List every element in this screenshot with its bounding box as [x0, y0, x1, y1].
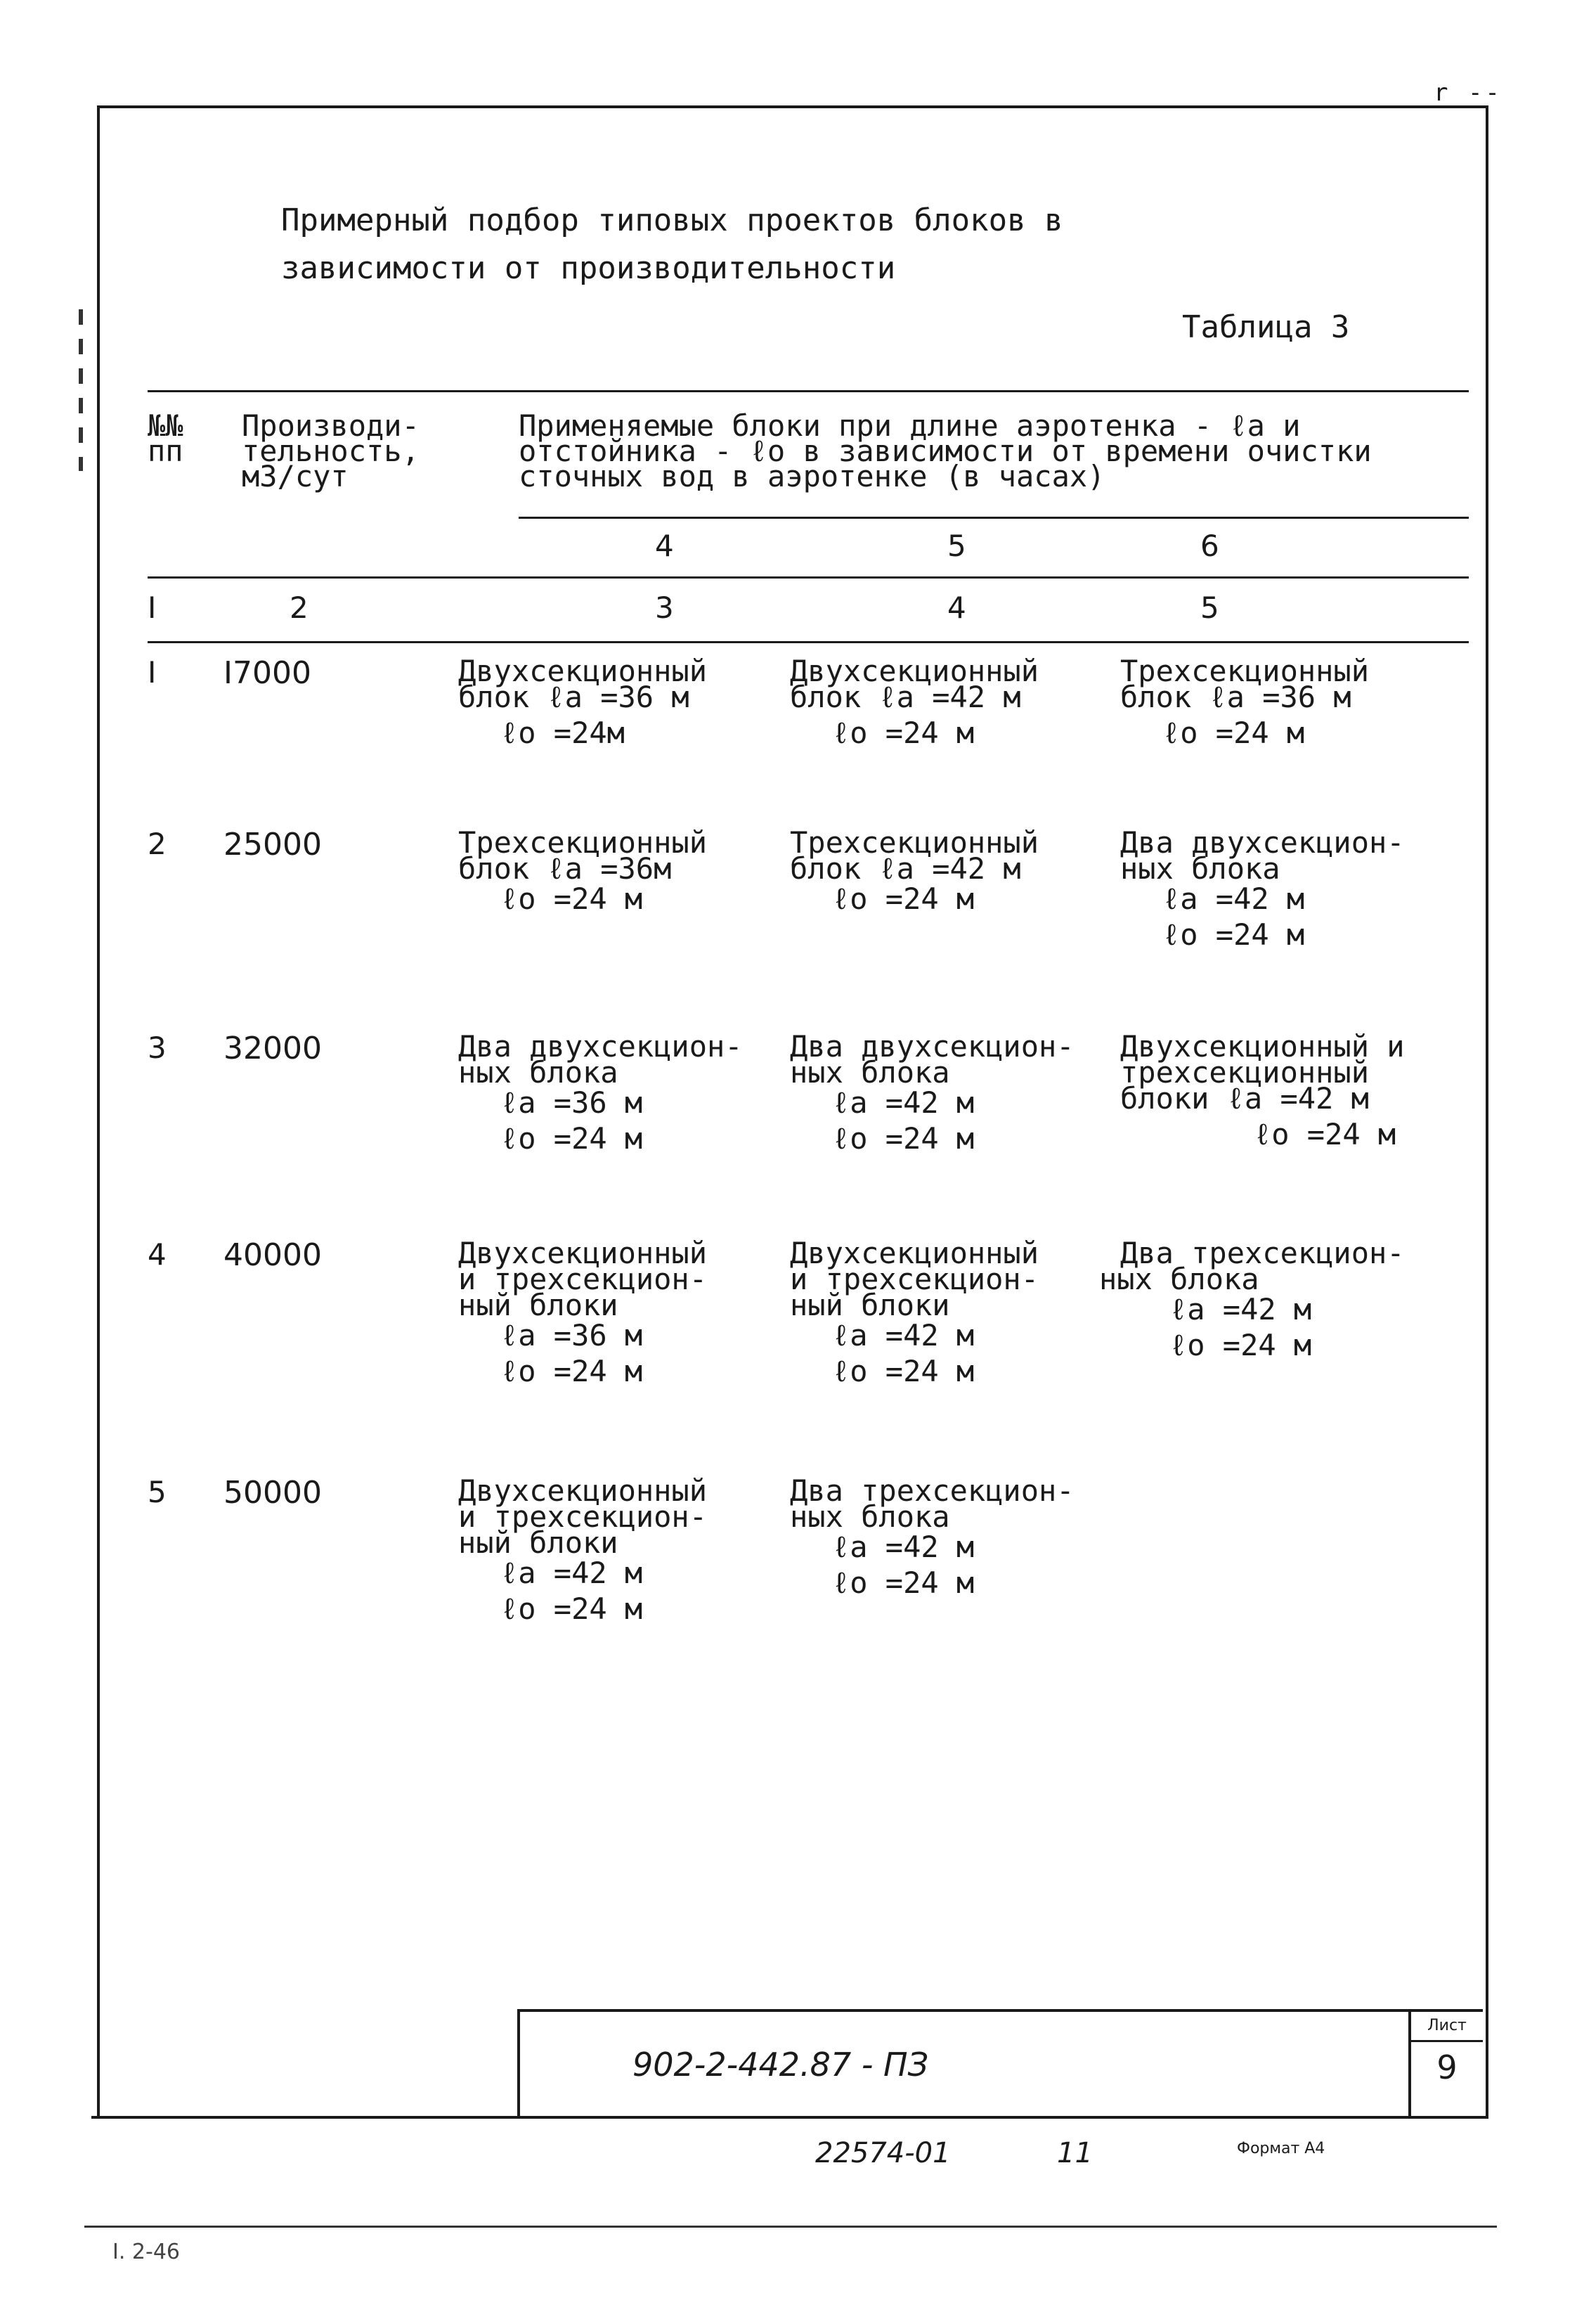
- row-2-cell-6h: Два двухсекцион- ных блока ℓа =42 м ℓо =24 м: [1120, 825, 1405, 952]
- project-code: 902-2-442.87 - ПЗ: [632, 2046, 929, 2084]
- table-top-rule: [148, 390, 1469, 392]
- row-1-capacity: I7000: [223, 655, 311, 691]
- inventory-number: 22574-01: [815, 2137, 951, 2169]
- row-5-number: 5: [148, 1475, 167, 1509]
- row-3-cell-6h: Двухсекционный и трехсекционный блоки ℓа =42 м ℓо =24 м: [1120, 1029, 1405, 1151]
- colnum-4: 4: [947, 590, 966, 625]
- row-5-cell-4h: Двухсекционный и трехсекцион- ный блоки ℓа =42 м ℓо =24 м: [458, 1473, 708, 1626]
- row-3-number: 3: [148, 1031, 167, 1065]
- row-1-number: I: [148, 655, 157, 690]
- sheet-number: 9: [1436, 2048, 1458, 2086]
- document-title: [281, 197, 1063, 292]
- sheet-label: Лист: [1411, 2012, 1483, 2042]
- title-line-2: зависимости от производительности: [281, 250, 896, 286]
- footnote: I. 2-46: [112, 2240, 181, 2264]
- row-1-cell-5h: Двухсекционный блок ℓа =42 м ℓо =24 м: [790, 654, 1039, 750]
- footer-rule: [84, 2226, 1497, 2228]
- format-label: Формат А4: [1237, 2140, 1325, 2157]
- copy-number: 11: [1057, 2137, 1093, 2169]
- header-col-capacity: Производи- тельность, м3/сут: [242, 408, 420, 493]
- row-5-cell-5h: Два трехсекцион- ных блока ℓа =42 м ℓо =24 м: [790, 1473, 1075, 1600]
- row-3-cell-5h: Два двухсекцион- ных блока ℓа =42 м ℓо =24 м: [790, 1029, 1075, 1156]
- hours-6: 6: [1200, 529, 1219, 563]
- title-block: [517, 2009, 1411, 2117]
- hours-4: 4: [655, 529, 674, 563]
- colnum-2: 2: [290, 590, 309, 625]
- colnum-5: 5: [1200, 590, 1219, 625]
- row-4-cell-6h: Два трехсекцион- ных блока ℓа =42 м ℓо =24 м: [1099, 1236, 1405, 1362]
- row-2-number: 2: [148, 827, 167, 861]
- row-3-capacity: 32000: [223, 1031, 322, 1066]
- row-2-cell-5h: Трехсекционный блок ℓа =42 м ℓо =24 м: [790, 825, 1039, 916]
- row-4-number: 4: [148, 1237, 167, 1272]
- row-4-capacity: 40000: [223, 1237, 322, 1273]
- table-label: Таблица 3: [1182, 309, 1350, 345]
- sheet-box: [1408, 2009, 1483, 2117]
- row-4-cell-4h: Двухсекционный и трехсекцион- ный блоки ℓа =36 м ℓо =24 м: [458, 1236, 708, 1388]
- hours-rule: [519, 517, 1469, 519]
- header-col-no: №№ пп: [148, 408, 183, 468]
- title-line-1: Примерный подбор типовых проектов блоков в: [281, 202, 1063, 238]
- row-5-capacity: 50000: [223, 1475, 322, 1511]
- row-3-cell-4h: Два двухсекцион- ных блока ℓа =36 м ℓо =24 м: [458, 1029, 743, 1156]
- row-2-capacity: 25000: [223, 827, 322, 863]
- hours-5: 5: [947, 529, 966, 563]
- colnum-bottom-rule: [148, 641, 1469, 643]
- colnum-1: I: [148, 590, 157, 625]
- corner-mark: r --: [1434, 79, 1503, 107]
- header-bottom-rule: [148, 576, 1469, 579]
- row-4-cell-5h: Двухсекционный и трехсекцион- ный блоки ℓа =42 м ℓо =24 м: [790, 1236, 1039, 1388]
- colnum-3: 3: [655, 590, 674, 625]
- header-col-blocks: Применяемые блоки при длине аэротенка - ℓа и отстойника - ℓо в зависимости от времени очистки сточных вод в аэротенке (в часах): [519, 408, 1372, 493]
- binding-dashes: [79, 309, 83, 471]
- row-1-cell-6h: Трехсекционный блок ℓа =36 м ℓо =24 м: [1120, 654, 1370, 750]
- row-1-cell-4h: Двухсекционный блок ℓа =36 м ℓо =24м: [458, 654, 708, 750]
- row-2-cell-4h: Трехсекционный блок ℓа =36м ℓо =24 м: [458, 825, 708, 916]
